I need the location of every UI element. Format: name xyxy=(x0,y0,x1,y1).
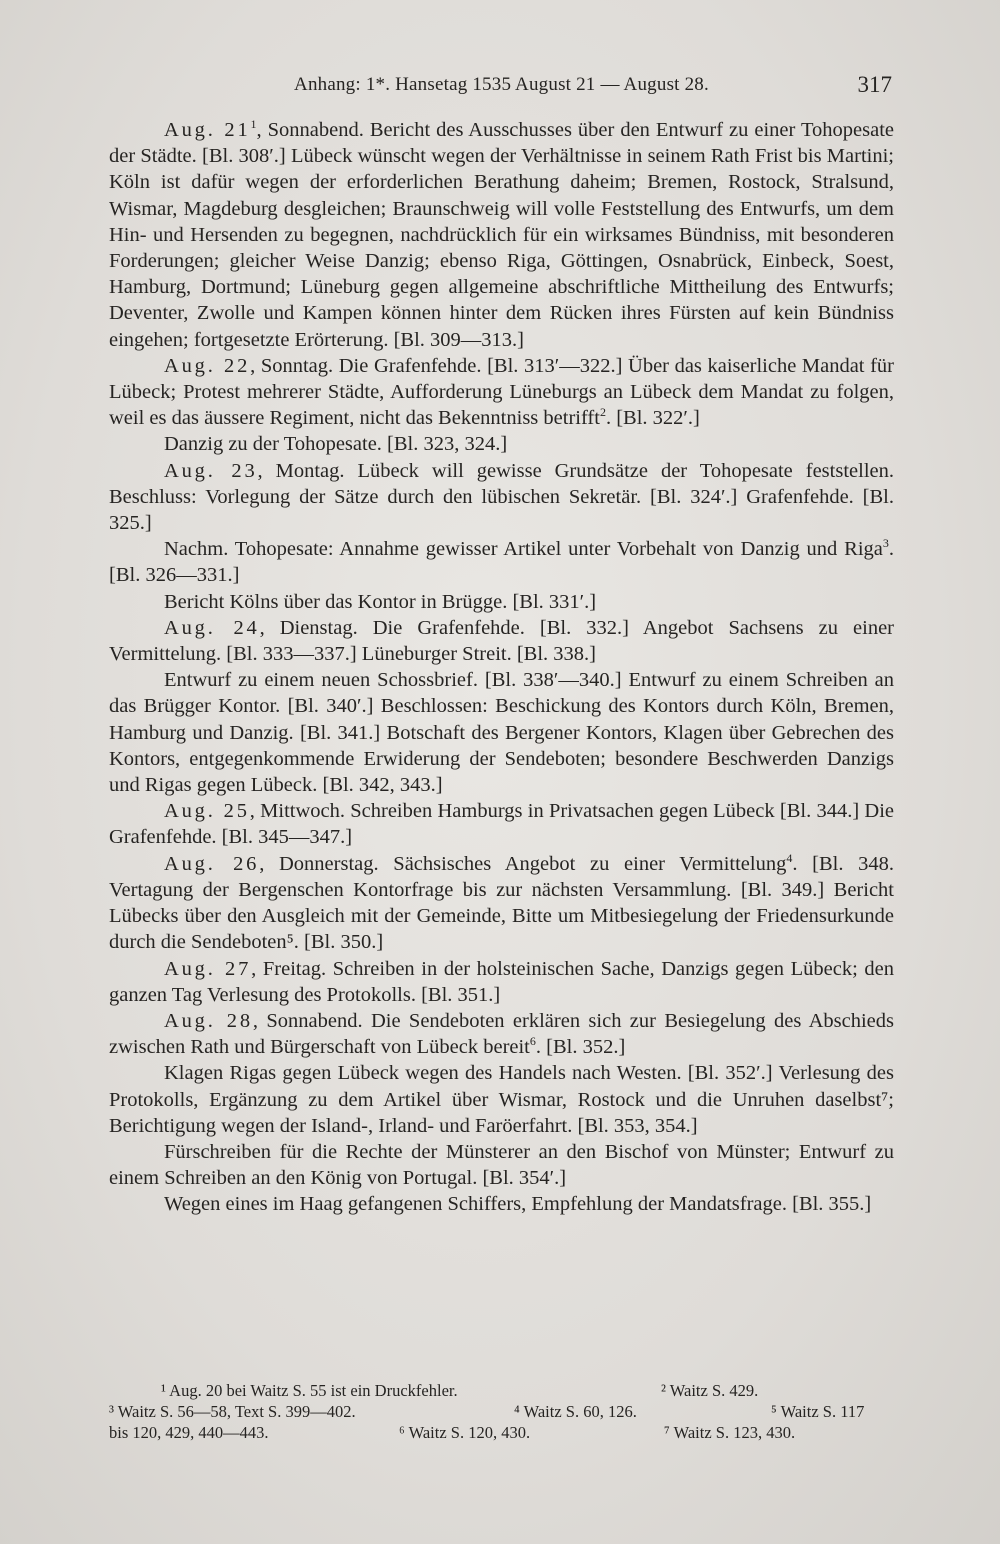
footnote-3: ³ Waitz S. 56—58, Text S. 399—402. xyxy=(109,1402,356,1421)
entry-text: , Sonnabend. Bericht des Ausschusses über den Entwurf zu einer Tohopesate der Städte. [Bl. 308′.] Lübeck wünscht wegen der Verhältnisse in seinem Rath Frist bis Martini; Köln ist dafür wegen der erforderlichen Berathung daheim; Bremen, Rostock, Stralsund, Wismar, Magdeburg desgleichen; Braunschweig will volle Feststellung des Entwurfs, um dem Hin- und Hersenden zu begegnen, nachdrücklich für ein wirksames Bündniss, mit besonderen Forderungen; gleicher Weise Danzig; ebenso Riga, Göttingen, Osnabrück, Einbeck, Soest, Hamburg, Dortmund; Lüneburg gegen allgemeine abschriftliche Mittheilung des Entwurfs; Deventer, Zwolle und Kampen können hinter dem Rücken ihres Fürsten auf kein Bündniss eingehen; fortgesetzte Erörterung. [Bl. 309—313.] xyxy=(109,119,895,351)
footnote-ref: 1 xyxy=(250,117,257,131)
footnote-4: ⁴ Waitz S. 60, 126. xyxy=(514,1402,637,1421)
footnote-5-continued: bis 120, 429, 440—443. xyxy=(109,1423,269,1442)
footnotes xyxy=(109,1380,894,1443)
entry-text: , Dienstag. Die Grafenfehde. [Bl. 332.] Angebot Sachsens zu einer Vermittelung. [Bl. 333—337.] Lüneburger Streit. [Bl. 338.] xyxy=(109,616,894,666)
entry-text: Bericht Kölns über das Kontor in Brügge. [Bl. 331′.] xyxy=(164,590,597,613)
footnote-row xyxy=(109,1401,894,1422)
entry-date: Aug. 22 xyxy=(164,354,251,377)
entry-schossbrief xyxy=(109,667,894,798)
entry-text-tail: . [Bl. 348. Vertagung der Bergenschen Kontorfrage bis zur nächsten Versammlung. [Bl. 349.] Bericht Lübecks über den Ausgleich mit der Gemeinde, Bitte um Mitbesiegelung der Friedensurkunde durch die Sendeboten⁵. [Bl. 350.] xyxy=(109,852,894,954)
entry-haag xyxy=(109,1191,894,1217)
entry-aug-27 xyxy=(109,956,894,1008)
footnote-ref: 4 xyxy=(786,850,793,865)
entry-date: Aug. 24 xyxy=(164,616,260,639)
entry-text: , Montag. Lübeck will gewisse Grundsätze der Tohopesate feststellen. Beschluss: Vorlegung der Sätze durch den lübischen Sekretär. [Bl. 324′.] Grafenfehde. [Bl. 325.] xyxy=(109,459,894,535)
footnote-ref: 3 xyxy=(882,536,889,551)
entry-text: , Freitag. Schreiben in der holsteinischen Sache, Danzigs gegen Lübeck; den ganzen Tag Verlesung des Protokolls. [Bl. 351.] xyxy=(109,957,895,1006)
entry-aug-23 xyxy=(109,458,894,537)
footnote-row xyxy=(109,1380,894,1401)
entry-text: Danzig zu der Tohopesate. [Bl. 323, 324.] xyxy=(164,433,508,456)
entry-date: Aug. 25 xyxy=(164,800,250,823)
footnote-1: ¹ Aug. 20 bei Waitz S. 55 ist ein Druckfehler. xyxy=(161,1381,458,1400)
entry-text: Wegen eines im Haag gefangenen Schiffers, Empfehlung der Mandatsfrage. [Bl. 355.] xyxy=(164,1193,872,1216)
running-header xyxy=(109,72,894,102)
entry-aug-28 xyxy=(109,1008,894,1060)
entry-text: Klagen Rigas gegen Lübeck wegen des Handels nach Westen. [Bl. 352′.] Verlesung des Protokolls, Ergänzung zu dem Artikel über Wismar, Rostock und die Unruhen daselbst⁷; Berichtigung wegen der Island-, Irland- und Faröerfahrt. [Bl. 353, 354.] xyxy=(109,1062,894,1137)
footnote-7: ⁷ Waitz S. 123, 430. xyxy=(664,1423,796,1442)
entry-aug-24 xyxy=(109,615,894,667)
entry-aug-21 xyxy=(109,117,894,353)
entry-text: Fürschreiben für die Rechte der Münsterer an den Bischof von Münster; Entwurf zu einem Schreiben an den König von Portugal. [Bl. 354′.] xyxy=(109,1140,894,1190)
entry-muenster xyxy=(109,1139,894,1191)
entry-text-tail: . [Bl. 326—331.] xyxy=(109,538,894,587)
body-text xyxy=(109,117,894,1218)
entry-aug-26 xyxy=(109,851,894,956)
entry-text: Nachm. Tohopesate: Annahme gewisser Artikel unter Vorbehalt von Danzig und Riga xyxy=(164,538,883,561)
entry-text: , Sonnabend. Die Sendeboten erklären sich zur Besiegelung des Abschieds zwischen Rath und Bürgerschaft von Lübeck bereit xyxy=(109,1009,894,1059)
entry-text: Entwurf zu einem neuen Schossbrief. [Bl. 338′—340.] Entwurf zu einem Schreiben an das Brügger Kontor. [Bl. 340′.] Beschlossen: Beschickung des Kontors durch Köln, Bremen, Hamburg und Danzig. [Bl. 341.] Botschaft des Bergener Kontors, Klagen über Gebrechen des Kontors, entgegenkommende Erwiderung der Sendeboten; besondere Beschwerden Danzigs und Rigas gegen Lübeck. [Bl. 342, 343.] xyxy=(109,669,894,797)
entry-text: , Sonntag. Die Grafenfehde. [Bl. 313′—322.] Über das kaiserliche Mandat für Lübeck; Protest mehrerer Städte, Aufforderung Lüneburgs an Lübeck dem Mandat zu folgen, weil es das äussere Regiment, nicht das Bekenntniss betrifft xyxy=(109,354,894,430)
entry-nachm xyxy=(109,536,894,588)
entry-text-tail: . [Bl. 352.] xyxy=(535,1036,626,1059)
entry-date: Aug. 26 xyxy=(164,852,260,875)
entry-aug-25 xyxy=(109,798,894,850)
footnote-6: ⁶ Waitz S. 120, 430. xyxy=(399,1423,531,1442)
page-number: 317 xyxy=(857,72,892,97)
entry-aug-22 xyxy=(109,353,894,432)
footnote-row xyxy=(109,1422,894,1443)
entry-koeln xyxy=(109,589,894,615)
footnote-ref: 6 xyxy=(529,1034,536,1049)
entry-rigas xyxy=(109,1060,894,1139)
running-title: Anhang: 1*. Hansetag 1535 August 21 — August 28. xyxy=(294,74,709,95)
footnote-2: ² Waitz S. 429. xyxy=(661,1381,759,1400)
entry-date: Aug. 21 xyxy=(164,119,251,141)
footnote-ref: 2 xyxy=(599,405,606,420)
entry-text: , Mittwoch. Schreiben Hamburgs in Privatsachen gegen Lübeck [Bl. 344.] Die Grafenfehde. [Bl. 345—347.] xyxy=(109,800,894,849)
entry-date: Aug. 23 xyxy=(164,459,258,482)
entry-date: Aug. 27 xyxy=(164,957,252,980)
entry-text: , Donnerstag. Sächsisches Angebot zu einer Vermittelung xyxy=(259,852,787,875)
entry-text-tail: . [Bl. 322′.] xyxy=(605,407,700,430)
footnote-5: ⁵ Waitz S. 117 xyxy=(771,1402,865,1421)
entry-date: Aug. 28 xyxy=(164,1009,253,1032)
entry-danzig xyxy=(109,431,894,457)
